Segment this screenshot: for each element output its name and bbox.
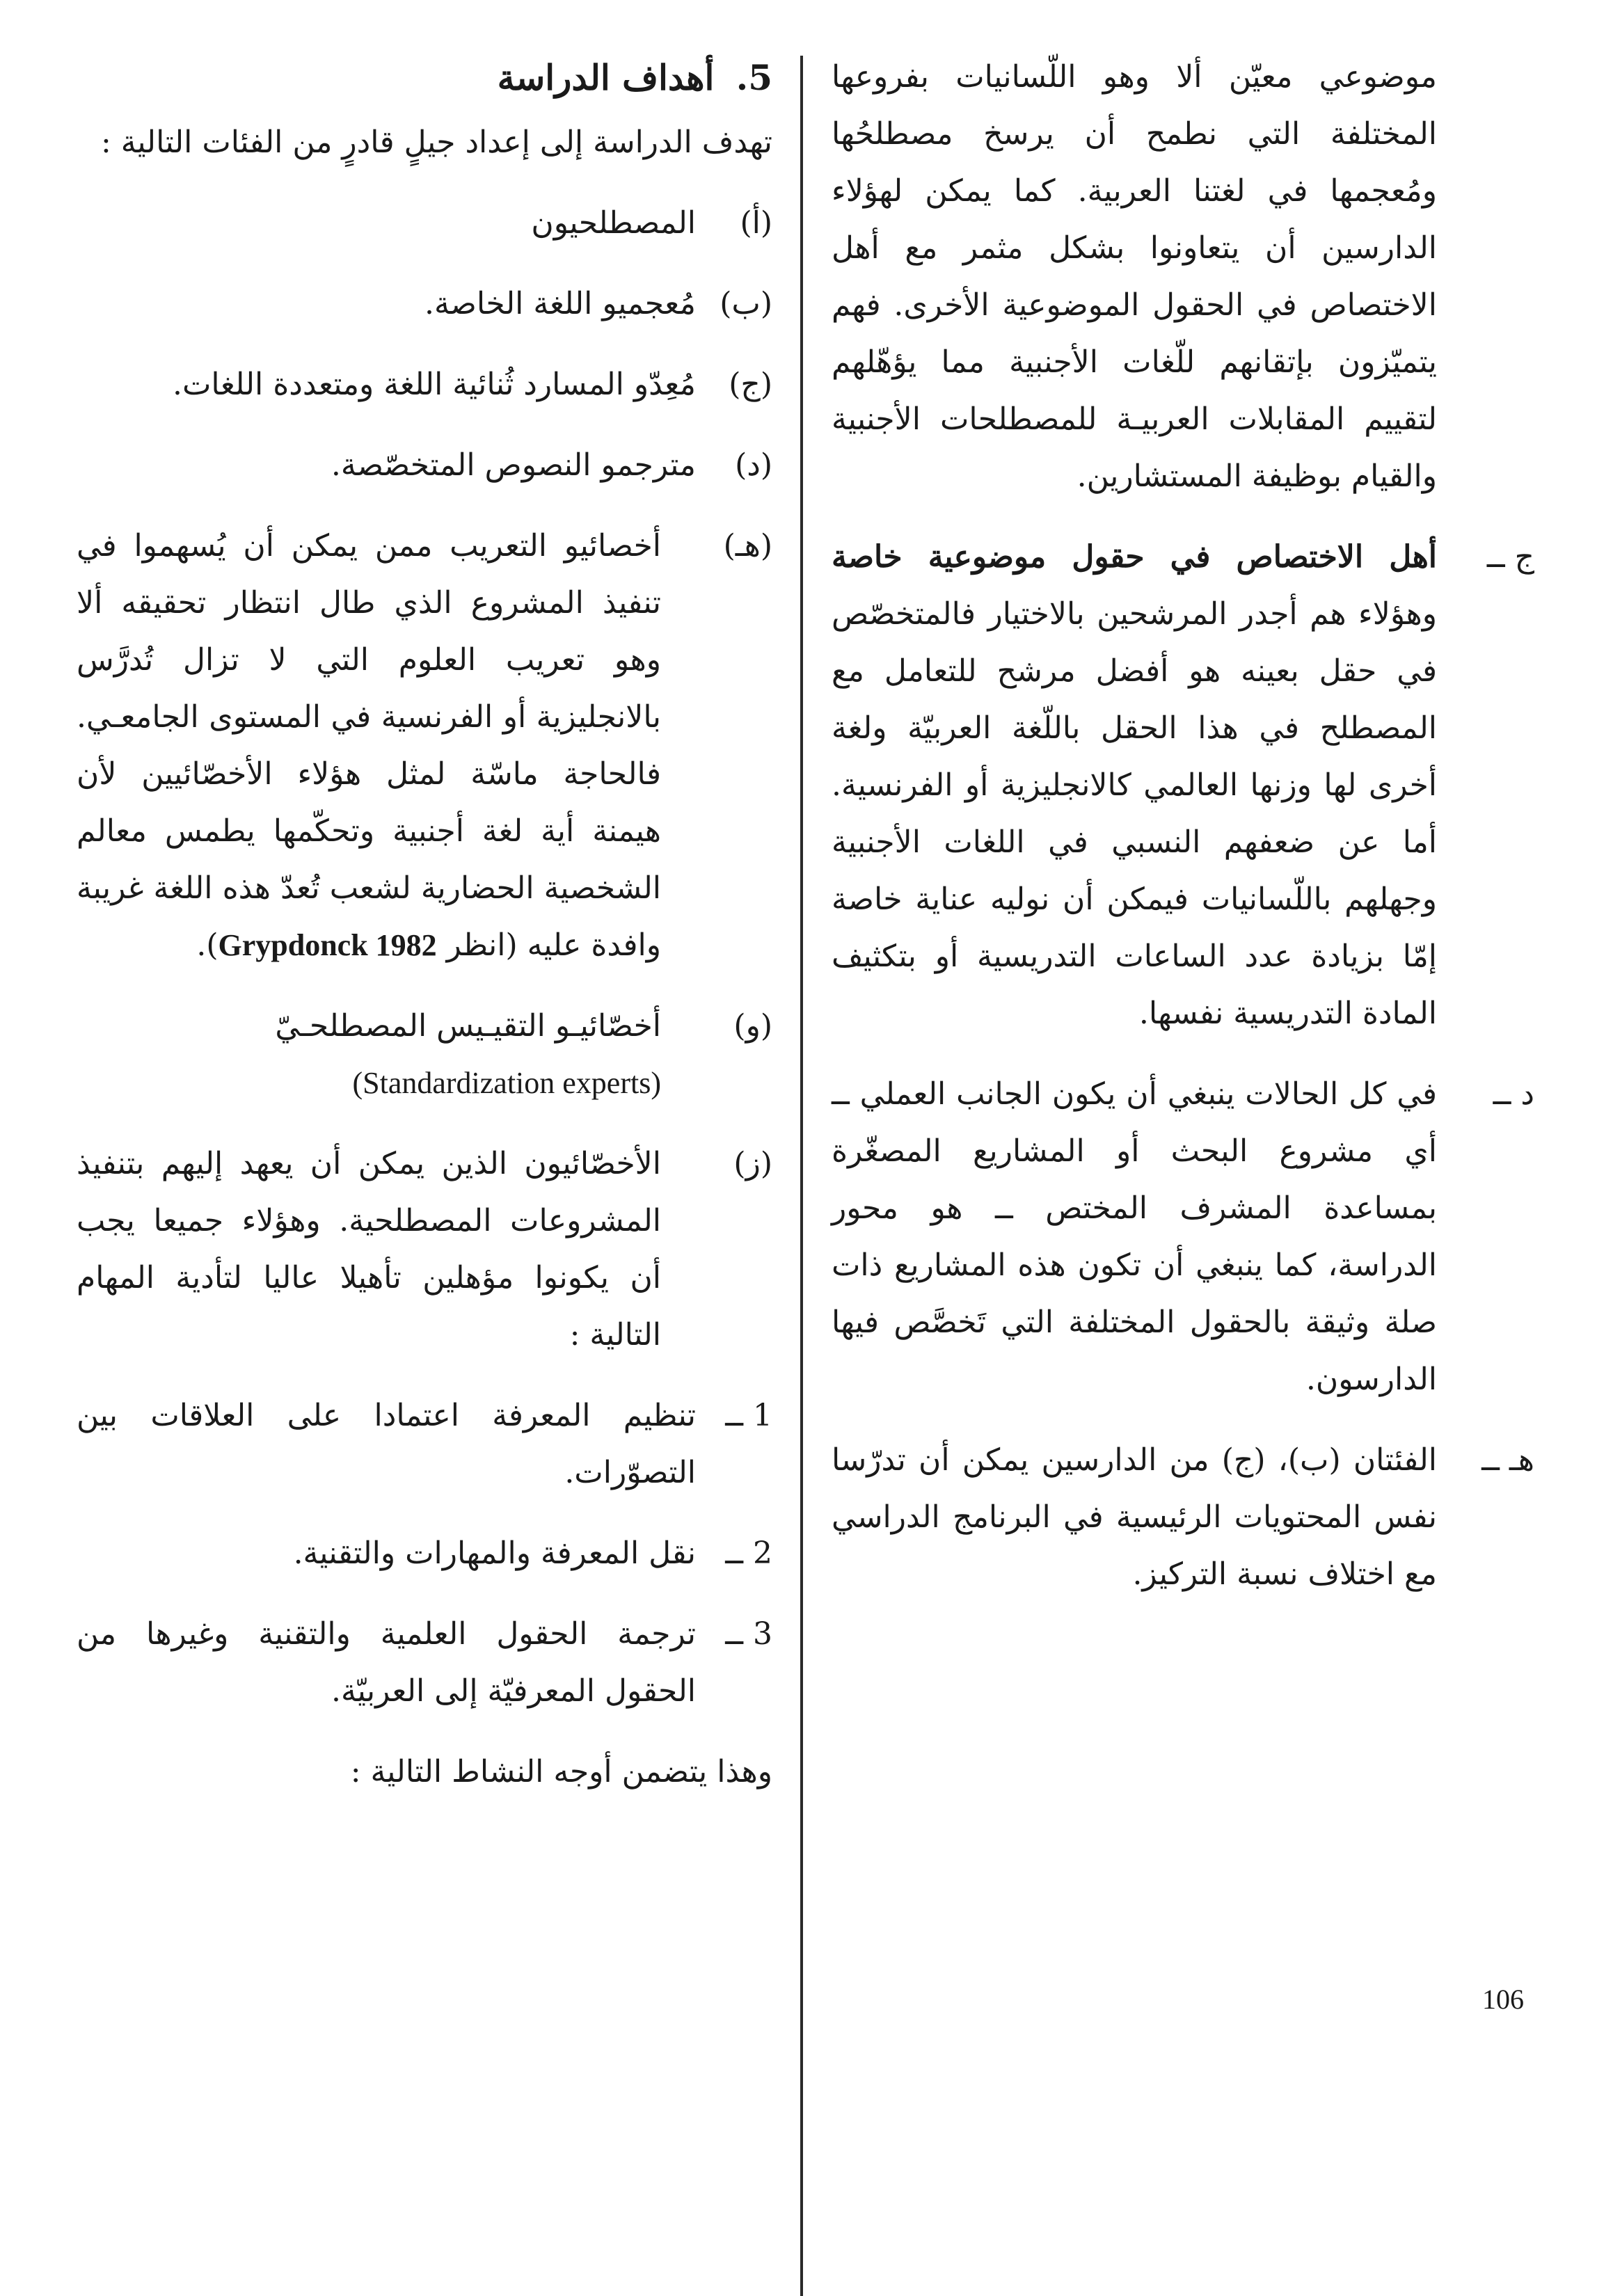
category-item-dal xyxy=(77,437,772,494)
item-marker: (هـ) xyxy=(723,528,772,564)
section-title: أهداف الدراسة xyxy=(497,57,715,98)
item-marker: 3 ــ xyxy=(725,1616,772,1652)
item-marker: (و) xyxy=(733,1008,772,1044)
item-marker: (أ) xyxy=(740,205,772,241)
item-text: أخصّائيـو التقيـيس المصطلحـيّ xyxy=(275,1008,661,1044)
item-text: نقل المعرفة والمهارات والتقنية. xyxy=(293,1536,696,1571)
item-marker: (ز) xyxy=(733,1146,772,1181)
item-text: مترجمو النصوص المتخصّصة. xyxy=(331,447,696,483)
item-text: مُعجميو اللغة الخاصة. xyxy=(424,286,696,321)
category-item-ha xyxy=(77,518,772,974)
item-marker: ج ــ xyxy=(1486,539,1534,575)
closing-line: وهذا يتضمن أوجه النشاط التالية : xyxy=(350,1754,772,1789)
task-item-1 xyxy=(77,1387,772,1501)
task-item-3 xyxy=(77,1606,772,1720)
item-text: أخصائيو التعريب ممن يمكن أن يُسهموا في تنفيذ المشروع الذي طال انتظار تحقيقه ألا وهو تعريب العلوم التي لا تزال تُدرَّس بالانجليزية أو الفرنسية في المستوى الجامعـي. فالحاجة ماسّة لمثل هؤلاء الأخصّائيين لأن هيمنة أية لغة أجنبية وتحكّمها يطمس معالم الشخصية الحضارية لشعب تُعدّ هذه اللغة غريبة وافدة عليه (انظر xyxy=(77,528,661,963)
item-marker: 2 ــ xyxy=(725,1536,772,1571)
right-column xyxy=(832,49,1534,1627)
item-marker: د ــ xyxy=(1493,1076,1534,1112)
item-text: تنظيم المعرفة اعتمادا على العلاقات بين التصوّرات. xyxy=(77,1398,696,1490)
section-intro: تهدف الدراسة إلى إعداد جيلٍ قادرٍ من الفئات التالية : xyxy=(100,125,772,160)
item-marker: (د) xyxy=(735,447,772,483)
list-item-jeem xyxy=(832,529,1534,1042)
item-marker: هـ ــ xyxy=(1481,1442,1534,1478)
column-divider xyxy=(800,56,803,2296)
list-item-ha xyxy=(832,1432,1534,1603)
task-item-2 xyxy=(77,1525,772,1582)
item-text: الفئتان (ب)، (ج) من الدارسين يمكن أن تدرّسا نفس المحتويات الرئيسية في البرنامج الدراسي مع اختلاف نسبة التركيز. xyxy=(832,1442,1437,1592)
category-item-jeem xyxy=(77,356,772,413)
item-text: ترجمة الحقول العلمية والتقنية وغيرها من الحقول المعرفيّة إلى العربيّة. xyxy=(77,1616,696,1709)
item-marker: (ب) xyxy=(720,286,772,321)
item-text: مُعِدّو المسارد ثُنائية اللغة ومتعددة اللغات. xyxy=(173,367,696,402)
list-item-dal xyxy=(832,1066,1534,1408)
item-text-end: ). xyxy=(196,927,219,963)
citation: Grypdonck 1982 xyxy=(218,928,437,962)
item-marker: 1 ــ xyxy=(725,1398,772,1433)
left-column xyxy=(77,49,772,1824)
paragraph-intro: موضوعي معيّن ألا وهو اللّسانيات بفروعها المختلفة التي نطمح أن يرسخ مصطلحُها ومُعجمها في لغتنا العربية. كما يمكن لهؤلاء الدارسين أن يتعاونوا بشكل مثمر مع أهل الاختصاص في الحقول الموضوعية الأخرى. فهم يتميّزون بإتقانهم للّغات الأجنبية مما يؤهّلهم لتقييم المقابلات العربيـة للمصطلحات الأجنبية والقيام بوظيفة المستشارين. xyxy=(832,59,1437,494)
category-item-alif xyxy=(77,195,772,252)
category-item-zay xyxy=(77,1135,772,1364)
section-number: 5. xyxy=(736,57,772,98)
item-text: الأخصّائيون الذين يمكن أن يعهد إليهم بتنفيذ المشروعات المصطلحية. وهؤلاء جميعا يجب أن يكونوا مؤهلين تأهيلا عاليا لتأدية المهام التالية : xyxy=(77,1146,661,1353)
item-bold-heading: أهل الاختصاص في حقول موضوعية خاصة xyxy=(832,539,1437,575)
item-marker: (ج) xyxy=(729,367,772,402)
item-text: المصطلحيون xyxy=(531,205,696,241)
page-number: 106 xyxy=(1482,1984,1524,2015)
item-text: وهؤلاء هم أجدر المرشحين بالاختيار فالمتخصّص في حقل بعينه هو أفضل مرشح للتعامل مع المصطلح في هذا الحقل باللّغة العربيّة ولغة أخرى لها وزنها العالمي كالانجليزية أو الفرنسية. أما عن ضعفهم النسبي في اللغات الأجنبية وجهلهم باللّسانيات فيمكن أن نوليه عناية خاصة إمّا بزيادة عدد الساعات التدريسية أو بتكثيف المادة التدريسية نفسها. xyxy=(832,596,1437,1031)
section-heading xyxy=(77,49,772,107)
item-text: في كل الحالات ينبغي أن يكون الجانب العملي ــ أي مشروع البحث أو المشاريع المصغّرة بمساعدة المشرف المختص ــ هو محور الدراسة، كما ينبغي أن تكون هذه المشاريع ذات صلة وثيقة بالحقول المختلفة التي تَخصَّص فيها الدارسون. xyxy=(832,1076,1437,1397)
latin-term: (Standardization experts) xyxy=(352,1066,661,1100)
category-item-waw xyxy=(77,998,772,1112)
category-item-ba xyxy=(77,276,772,333)
